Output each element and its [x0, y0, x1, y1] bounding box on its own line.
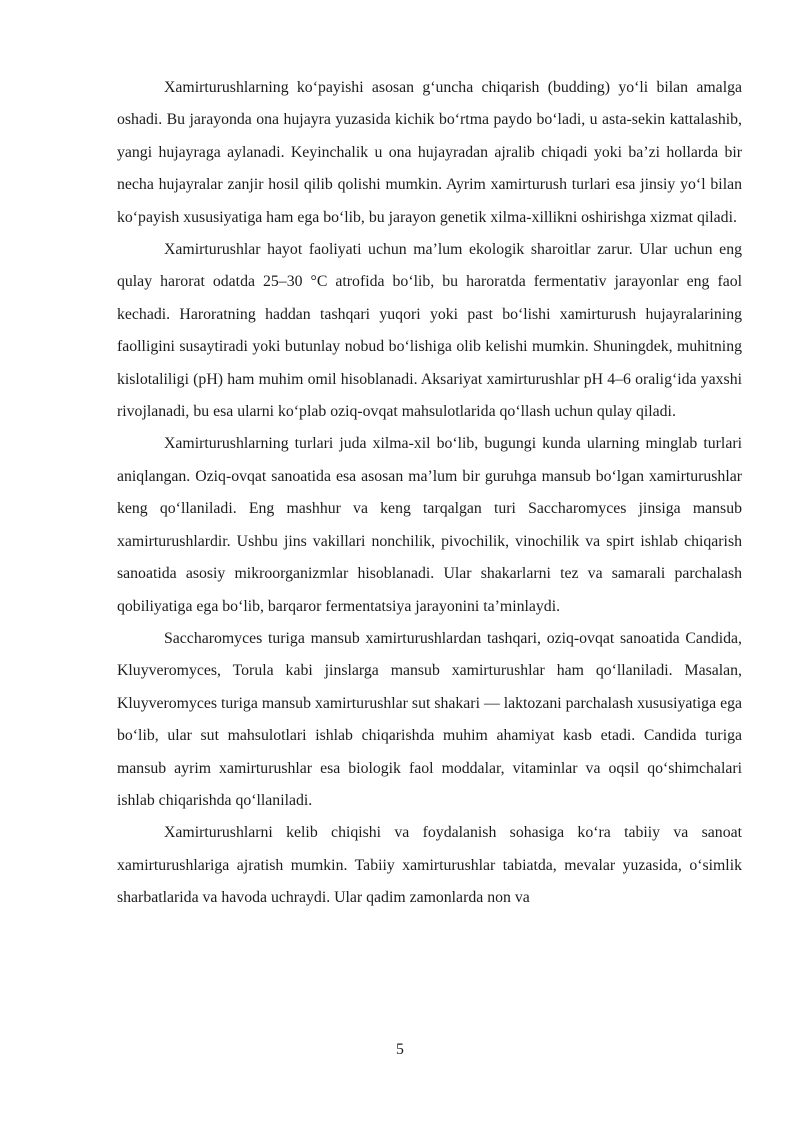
paragraph-other-genera: Saccharomyces turiga mansub xamirturushlardan tashqari, oziq-ovqat sanoatida Candida, Kluyveromyces, Torula kabi jinslarga mansub xamirturushlar ham qo‘llaniladi. Masalan, Kluyveromyces turiga mansub xamirturushlar sut shakari — laktozani parchalash xususiyatiga ega bo‘lib, ular sut mahsulotlari ishlab chiqarishda muhim ahamiyat kasb etadi. Candida turiga mansub ayrim xamirturushlar esa biologik faol moddalar, vitaminlar va oqsil qo‘shimchalari ishlab chiqarishda qo‘llaniladi. [117, 629, 742, 809]
paragraph-ecological-conditions: Xamirturushlar hayot faoliyati uchun ma’lum ekologik sharoitlar zarur. Ular uchun eng qulay harorat odatda 25–30 °C atrofida bo‘lib, bu haroratda fermentativ jarayonlar eng faol kechadi. Haroratning haddan tashqari yuqori yoki past bo‘lishi xamirturush hujayralarining faolligini susaytiradi yoki butunlay nobud bo‘lishiga olib kelishi mumkin. Shuningdek, muhitning kislotaliligi (pH) ham muhim omil hisoblanadi. Aksariyat xamirturushlar pH 4–6 oralig‘ida yaxshi rivojlanadi, bu esa ularni ko‘plab oziq-ovqat mahsulotlarida qo‘llash uchun qulay qiladi. [117, 241, 742, 421]
page-body [117, 72, 742, 915]
page-number: 5 [396, 1041, 404, 1058]
paragraph-natural-industrial: Xamirturushlarni kelib chiqishi va foydalanish sohasiga ko‘ra tabiiy va sanoat xamirturushlariga ajratish mumkin. Tabiiy xamirturushlar tabiatda, mevalar yuzasida, o‘simlik sharbatlarida va havoda uchraydi. Ular qadim zamonlarda non va [117, 824, 742, 907]
paragraph-budding: Xamirturushlarning ko‘payishi asosan g‘uncha chiqarish (budding) yo‘li bilan amalga oshadi. Bu jarayonda ona hujayra yuzasida kichik bo‘rtma paydo bo‘ladi, u asta-sekin kattalashib, yangi hujayraga aylanadi. Keyinchalik u ona hujayradan ajralib chiqadi yoki ba’zi hollarda bir necha hujayralar zanjir hosil qilib qolishi mumkin. Ayrim xamirturush turlari esa jinsiy yo‘l bilan ko‘payish xususiyatiga ham ega bo‘lib, bu jarayon genetik xilma-xillikni oshirishga xizmat qiladi. [117, 79, 742, 226]
paragraph-yeast-types: Xamirturushlarning turlari juda xilma-xil bo‘lib, bugungi kunda ularning minglab turlari aniqlangan. Oziq-ovqat sanoatida esa asosan ma’lum bir guruhga mansub bo‘lgan xamirturushlar keng qo‘llaniladi. Eng mashhur va keng tarqalgan turi Saccharomyces jinsiga mansub xamirturushlardir. Ushbu jins vakillari nonchilik, pivochilik, vinochilik va spirt ishlab chiqarish sanoatida asosiy mikroorganizmlar hisoblanadi. Ular shakarlarni tez va samarali parchalash qobiliyatiga ega bo‘lib, barqaror fermentatsiya jarayonini ta’minlaydi. [117, 435, 742, 615]
